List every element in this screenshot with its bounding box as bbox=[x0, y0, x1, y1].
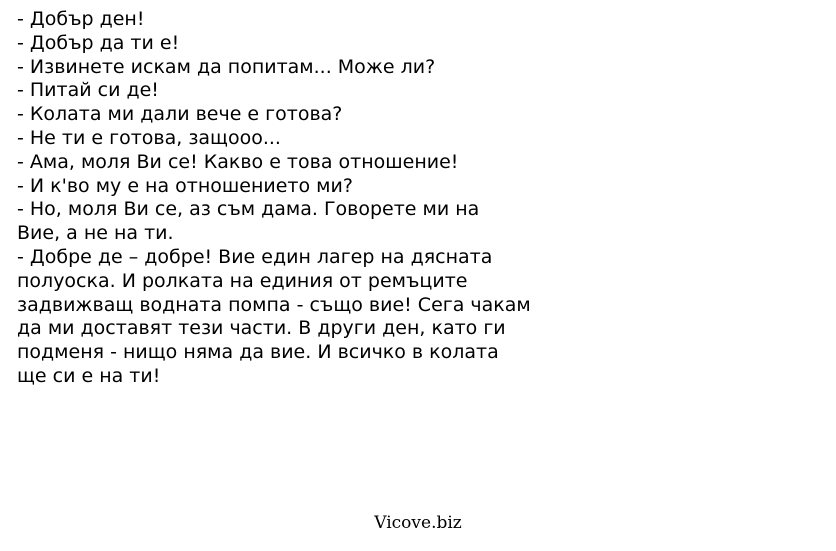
joke-line: - Добър ден! bbox=[17, 8, 145, 30]
joke-line: ще си е на ти! bbox=[17, 364, 161, 387]
joke-line: подменя - нищо няма да вие. И всичко в колата bbox=[17, 341, 499, 364]
joke-line: да ми доставят тези части. В други ден, като ги bbox=[17, 317, 506, 340]
joke-line: - Колата ми дали вече е готова? bbox=[17, 103, 343, 126]
joke-line: - Питай си де! bbox=[17, 79, 159, 102]
joke-line: - Не ти е готова, защооо... bbox=[17, 126, 281, 149]
joke-line: полуоска. И ролката на единия от ремъците bbox=[17, 269, 468, 292]
joke-line: Вие, а не на ти. bbox=[17, 222, 174, 245]
joke-line: - Ама, моля Ви се! Какво е това отношение! bbox=[17, 150, 459, 173]
joke-line: - И к'во му е на отношението ми? bbox=[17, 174, 353, 197]
joke-line: - Добър да ти е! bbox=[17, 31, 180, 54]
joke-line: задвижващ водната помпа - също вие! Сега чакам bbox=[17, 293, 531, 316]
site-watermark: Vicove.biz bbox=[374, 513, 462, 533]
joke-text bbox=[17, 8, 577, 389]
joke-line: - Но, моля Ви се, аз съм дама. Говорете ми на bbox=[17, 198, 480, 221]
joke-line: - Извинете искам да попитам... Може ли? bbox=[17, 55, 436, 78]
joke-line: - Добре де – добре! Вие един лагер на дясната bbox=[17, 245, 493, 268]
